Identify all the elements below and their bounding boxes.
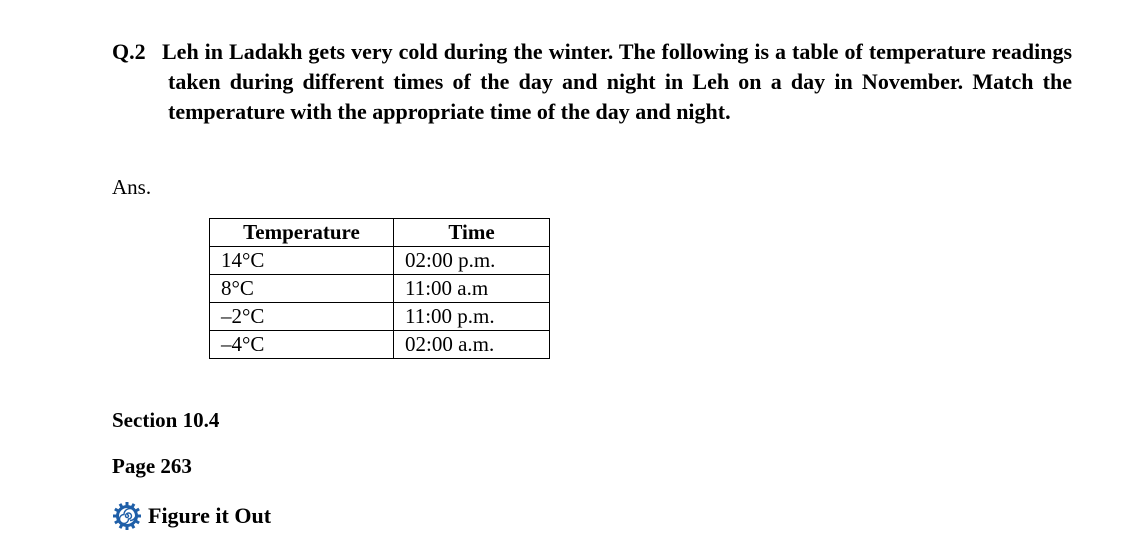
table-header-row [210,219,550,247]
column-header-temperature: Temperature [210,219,394,247]
temperature-cell: –2°C [210,303,394,331]
section-heading: Section 10.4 [112,408,220,432]
gear-spiral-icon [112,501,142,531]
time-cell: 11:00 p.m. [394,303,550,331]
figure-it-out-heading [112,501,271,531]
table-row [210,247,550,275]
column-header-time: Time [394,219,550,247]
table-row [210,275,550,303]
time-cell: 02:00 a.m. [394,331,550,359]
temperature-cell: 14°C [210,247,394,275]
temperature-cell: –4°C [210,331,394,359]
figure-it-out-label: Figure it Out [148,503,272,528]
question [112,37,1072,127]
time-cell: 11:00 a.m [394,275,550,303]
answer-label: Ans. [112,175,152,199]
page-heading: Page 263 [112,454,192,478]
temperature-cell: 8°C [210,275,394,303]
table-row [210,303,550,331]
temperature-time-table [209,218,550,359]
question-text: Leh in Ladakh gets very cold during the winter. The following is a table of temperature readings taken during different times of the day and night in Leh on a day in November. Match the temperature with the appropriate time of the day and night. [162,39,1072,124]
time-cell: 02:00 p.m. [394,247,550,275]
table-row [210,331,550,359]
question-number: Q.2 [112,39,146,64]
